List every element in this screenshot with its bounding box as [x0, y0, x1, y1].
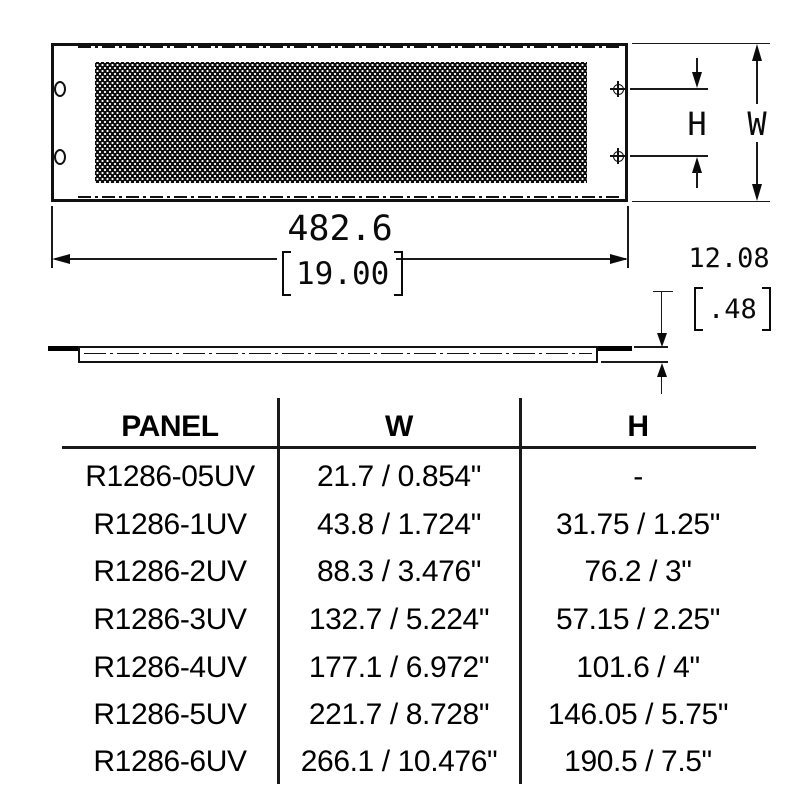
- screw-hole-top: [610, 81, 626, 97]
- cell-w: 88.3 / 3.476": [317, 555, 481, 588]
- width-dim-line-right: [396, 258, 626, 259]
- depth-arrow-tail-top: [661, 291, 662, 334]
- cell-w: 266.1 / 10.476": [300, 745, 498, 778]
- header-panel: PANEL: [121, 410, 219, 443]
- cell-w: 221.7 / 8.728": [308, 698, 490, 731]
- flange-left: [48, 346, 80, 351]
- cell-panel: R1286-5UV: [93, 698, 247, 731]
- table-row: [62, 697, 756, 733]
- perforated-mesh: [95, 62, 587, 183]
- width-dim-mm: 482.6: [287, 209, 393, 249]
- cell-h: -: [633, 460, 643, 493]
- h-arrow-tail-bottom: [696, 171, 697, 188]
- cell-h: 101.6 / 4": [576, 651, 700, 684]
- right-bracket: [762, 287, 771, 331]
- cell-w: 132.7 / 5.224": [308, 603, 490, 636]
- w-dim-label: W: [747, 105, 767, 143]
- table-row: [62, 507, 756, 543]
- table-row: [62, 602, 756, 638]
- depth-dim-mm: 12.08: [688, 243, 770, 274]
- cell-h: 76.2 / 3": [584, 555, 692, 588]
- mounting-slot-left-bottom: [54, 149, 66, 165]
- depth-leader-tick: [653, 291, 673, 292]
- screw-hole-bottom: [610, 148, 626, 164]
- cell-h: 57.15 / 2.25": [556, 603, 720, 636]
- arrowhead-left-icon: [52, 254, 70, 264]
- w-extension-line-top: [632, 43, 770, 44]
- header-w: W: [385, 410, 413, 443]
- table-row: [62, 459, 756, 495]
- h-dim-label: H: [687, 105, 707, 143]
- table-header-row: [62, 409, 756, 445]
- arrowhead-up-icon: [657, 363, 667, 377]
- cell-w: 21.7 / 0.854": [317, 460, 481, 493]
- arrowhead-down-icon: [752, 184, 762, 201]
- arrowhead-down-icon: [692, 72, 702, 88]
- cell-panel: R1286-6UV: [93, 745, 247, 778]
- left-bracket: [282, 251, 291, 296]
- flange-right: [596, 346, 632, 351]
- arrowhead-up-icon: [752, 44, 762, 61]
- table-header-rule: [62, 446, 756, 449]
- panel-edge-profile: [78, 346, 598, 363]
- cell-h: 146.05 / 5.75": [547, 698, 729, 731]
- cell-w: 43.8 / 1.724": [317, 508, 481, 541]
- width-dim-line-left: [55, 258, 277, 259]
- crosshair-circle: [613, 84, 624, 95]
- center-line: [84, 353, 592, 355]
- crosshair-circle: [613, 151, 624, 162]
- cell-panel: R1286-3UV: [93, 603, 247, 636]
- depth-arrow-tail-bottom: [661, 377, 662, 394]
- fold-line-bottom: [78, 196, 623, 198]
- cell-h: 190.5 / 7.5": [564, 745, 712, 778]
- width-dim-inches: 19.00: [282, 251, 403, 296]
- cell-panel: R1286-05UV: [85, 460, 255, 493]
- cell-panel: R1286-2UV: [93, 555, 247, 588]
- arrowhead-down-icon: [657, 333, 667, 347]
- w-extension-line-bottom: [632, 201, 770, 202]
- mounting-slot-left-top: [54, 81, 66, 97]
- left-bracket: [694, 287, 703, 331]
- table-row: [62, 744, 756, 780]
- table-row: [62, 650, 756, 686]
- header-h: H: [627, 410, 649, 443]
- cell-panel: R1286-1UV: [93, 508, 247, 541]
- fold-line-top: [78, 46, 623, 48]
- depth-dim-inches: .48: [694, 287, 771, 331]
- h-extension-line-top: [630, 88, 708, 89]
- arrowhead-right-icon: [610, 254, 628, 264]
- cell-h: 31.75 / 1.25": [556, 508, 720, 541]
- cell-w: 177.1 / 6.972": [308, 651, 490, 684]
- table-row: [62, 554, 756, 590]
- cell-panel: R1286-4UV: [93, 651, 247, 684]
- right-bracket: [394, 251, 403, 296]
